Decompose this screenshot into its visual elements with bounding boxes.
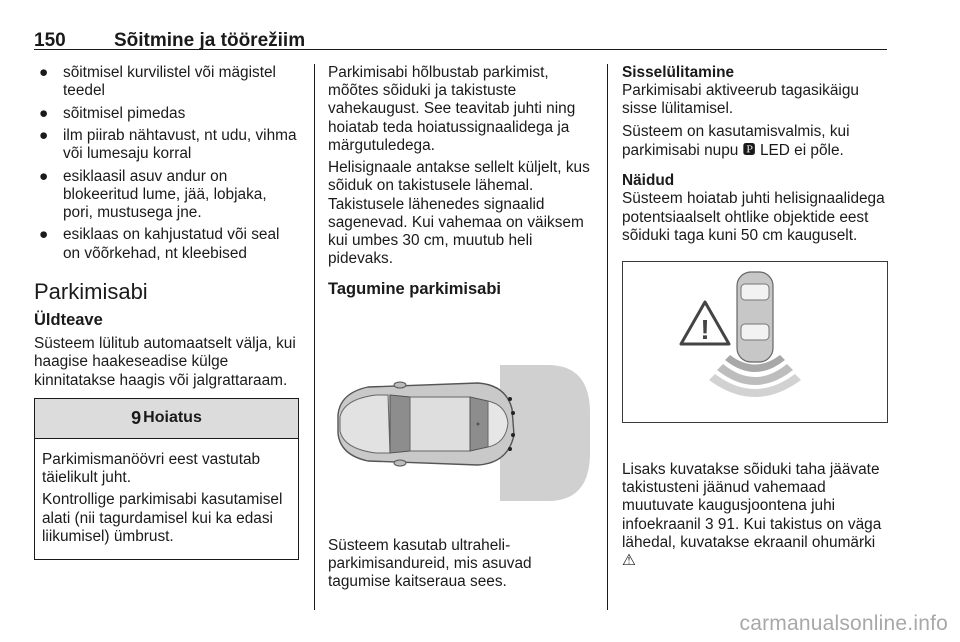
bullet-icon: ● [39,104,49,122]
activation-text: Parkimisabi aktiveerub tagasikäigu sisse lülitamisel. [622,82,859,118]
page-reference-icon: 3 [705,515,714,533]
bullet-icon: ● [39,64,49,81]
parking-assist-button-icon: 🅿 [742,142,756,157]
rear-parking-heading: Tagumine parkimisabi [328,280,501,299]
indication-text: Süsteem hoiatab juhti helisignaalidega potentsiaalselt ohtlike objektide eest sõiduki taga kuni 50 cm kauguselt. [622,190,885,244]
warning-triangle-icon: ⚠ [622,552,636,570]
column-3 [622,64,888,574]
warning-header [35,399,298,439]
car-top-view-icon [328,313,594,525]
warning-box [34,398,299,560]
list-item: ● esiklaas on kahjustatud või seal on võõrkehad, nt kleebised [39,226,280,262]
display-warning-text: ! [700,314,710,346]
list-item: ● sõitmisel kurvilistel või mägistel teedel [39,64,276,100]
warning-title: Hoiatus [143,409,202,427]
bullet-icon: ● [39,126,49,144]
bullet-icon: ● [39,167,49,185]
warning-paragraph: Kontrollige parkimisabi kasutamisel alati (nii tagurdamisel kui ka edasi liikumisel) ümbrust. [42,491,283,545]
column-2 [328,64,596,595]
subsection-heading: Üldteave [34,310,103,329]
ready-text: Süsteem on kasutamisvalmis, kui parkimisabi nupu 🅿 LED ei põle. [622,122,850,159]
list-item: ● ilm piirab nähtavust, nt udu, vihma või lumesaju korral [39,126,297,163]
display-text: Lisaks kuvatakse sõiduki taha jäävate takistusteni jäänud vahemaad muutuvate kaugusjoontena juhi infoekraanil 3 91. Kui takistus on väga lähedal, kuvatakse ekraanil ohumärki ⚠ [622,461,882,570]
watermark: carmanualsonline.info [739,612,948,635]
bullet-icon: ● [39,226,49,244]
rear-sensor-illustration [328,313,594,525]
section-heading: Parkimisabi [34,278,148,304]
indication-heading: Näidud [622,172,675,190]
page-header [34,8,887,50]
intro-paragraph: Süsteem lülitub automaatselt välja, kui haagise haakeseadise külge kinnitatakse haagis või jalgrattaraam. [34,335,296,389]
page-number: 150 [34,30,66,51]
condition-list [34,64,299,263]
column-divider [607,64,608,610]
parking-display-icon [623,262,886,421]
page-title: Sõitmine ja töörežiim [114,30,306,51]
list-item: ● sõitmisel pimedas [39,104,186,122]
rear-sensor-description: Süsteem kasutab ultraheli-parkimisandureid, mis asuvad tagumise kaitseraua sees. [328,536,532,591]
column-divider [314,64,315,610]
activation-heading: Sisselülitamine [622,64,735,81]
info-display-illustration [622,261,888,423]
warning-body [35,439,298,559]
list-item: ● esiklaasil asuv andur on blokeeritud lume, jää, lobjaka, pori, mustusega jne. [39,167,267,221]
column-1 [34,64,299,560]
warning-triangle-icon: 9 [131,408,142,429]
warning-paragraph: Parkimismanöövri eest vastutab täielikult juht. [42,450,261,486]
body-paragraph: Parkimisabi hõlbustab parkimist, mõõtes sõiduki ja takistuste vahekaugust. See teavitab juhti ning hoiatab teda hoiatussignaalidega ja märgutuledega. [328,64,576,154]
body-paragraph: Helisignaale antakse sellelt küljelt, kus sõiduk on takistusele lähemal. Takistusele lähenedes signaalid sagenevad. Kui vahemaa on väiksem kui umbes 30 cm, muutub heli pidevaks. [328,159,590,268]
